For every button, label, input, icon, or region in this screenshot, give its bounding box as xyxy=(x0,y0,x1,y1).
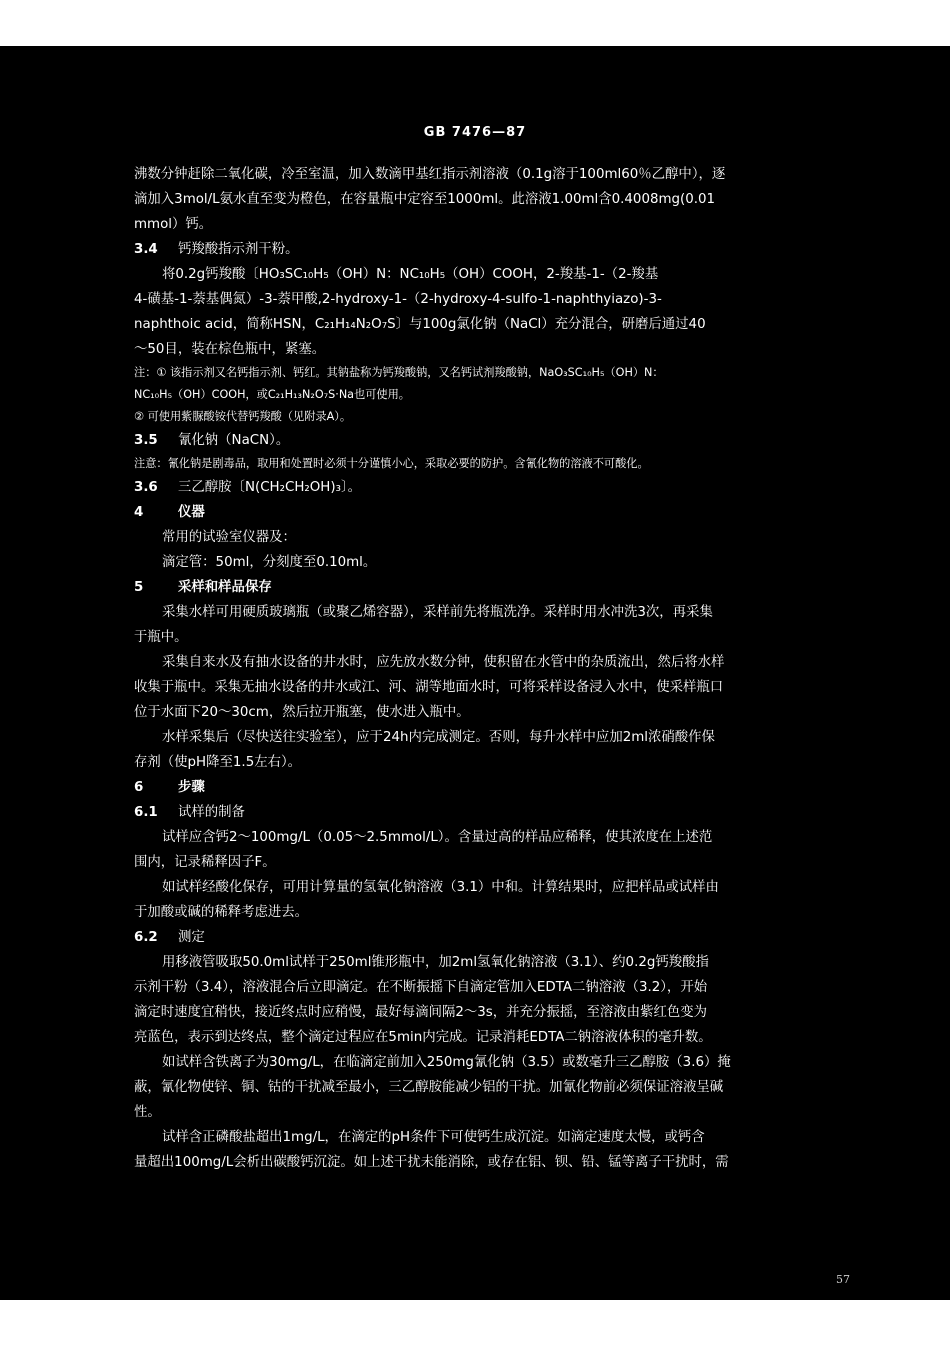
section-6-2-heading xyxy=(134,925,882,950)
section-number: 6 xyxy=(134,780,144,795)
section-title: 试样的制备 xyxy=(178,805,245,820)
section-number: 5 xyxy=(134,580,144,595)
paragraph-line: naphthoic acid，简称HSN，C₂₁H₁₄N₂O₇S〕与100g氯化钠（NaCl）充分混合，研磨后通过40 xyxy=(134,317,706,332)
section-number: 4 xyxy=(134,505,144,520)
paragraph-line: 性。 xyxy=(134,1105,161,1120)
note-line: ② 可使用紫脲酸铵代替钙羧酸（见附录A）。 xyxy=(134,410,352,423)
section-3-5-heading xyxy=(134,428,882,453)
paragraph-line: 水样采集后（尽快送往实验室），应于24h内完成测定。否则，每升水样中应加2ml浓硝酸作保 xyxy=(162,730,715,745)
paragraph-line: 如试样含铁离子为30mg/L，在临滴定前加入250mg氰化钠（3.5）或数毫升三乙醇胺（3.6）掩 xyxy=(162,1055,731,1070)
section-number: 3.6 xyxy=(134,480,158,495)
section-title: 钙羧酸指示剂干粉。 xyxy=(178,242,299,257)
paragraph-line: 位于水面下20～30cm，然后拉开瓶塞，使水进入瓶中。 xyxy=(134,705,470,720)
warning-note: 注意：氰化钠是剧毒品，取用和处置时必须十分谨慎小心，采取必要的防护。含氰化物的溶液不可酸化。 xyxy=(134,457,649,470)
section-title: 三乙醇胺〔N(CH₂CH₂OH)₃〕。 xyxy=(178,480,362,495)
paragraph-line: 滴定时速度宜稍快，接近终点时应稍慢，最好每滴间隔2～3s，并充分振摇，至溶液由紫红色变为 xyxy=(134,1005,708,1020)
section-title: 测定 xyxy=(178,930,205,945)
paragraph-line: 示剂干粉（3.4），溶液混合后立即滴定。在不断振摇下自滴定管加入EDTA二钠溶液（3.2），开始 xyxy=(134,980,708,995)
section-number: 3.4 xyxy=(134,242,158,257)
document-page xyxy=(0,46,950,1300)
section-number: 6.1 xyxy=(134,805,158,820)
paragraph-line: 滴定管：50ml，分刻度至0.10ml。 xyxy=(162,555,377,570)
paragraph-line: 滴加入3mol/L氨水直至变为橙色，在容量瓶中定容至1000ml。此溶液1.00ml含0.4008mg(0.01 xyxy=(134,192,716,207)
section-6-heading xyxy=(134,775,882,800)
section-title: 采样和样品保存 xyxy=(178,580,272,595)
paragraph-line: 于瓶中。 xyxy=(134,630,188,645)
section-title: 氰化钠（NaCN）。 xyxy=(178,433,290,448)
paragraph-line: 常用的试验室仪器及： xyxy=(162,530,296,545)
section-title: 步骤 xyxy=(178,780,205,795)
paragraph-line: 沸数分钟赶除二氧化碳，冷至室温，加入数滴甲基红指示剂溶液（0.1g溶于100ml60％乙醇中），逐 xyxy=(134,167,726,182)
section-5-heading xyxy=(134,575,882,600)
paragraph-line: mmol）钙。 xyxy=(134,217,213,232)
document-body xyxy=(134,162,882,1175)
paragraph-line: ～50目，装在棕色瓶中，紧塞。 xyxy=(134,342,326,357)
paragraph-line: 量超出100mg/L会析出碳酸钙沉淀。如上述干扰未能消除，或存在铝、钡、铅、锰等离子干扰时，需 xyxy=(134,1155,729,1170)
section-6-1-heading xyxy=(134,800,882,825)
standard-code-header: GB 7476—87 xyxy=(423,125,527,140)
note-line: 注：① 该指示剂又名钙指示剂、钙红。其钠盐称为钙羧酸钠，又名钙试剂羧酸钠，NaO₃SC₁₀H₅（OH）N： xyxy=(134,366,664,379)
paragraph-line: 收集于瓶中。采集无抽水设备的井水或江、河、湖等地面水时，可将采样设备浸入水中，使采样瓶口 xyxy=(134,680,724,695)
section-3-4-heading xyxy=(134,237,882,262)
page-number: 57 xyxy=(836,1273,850,1286)
paragraph-line: 4-磺基-1-萘基偶氮）-3-萘甲酸,2-hydroxy-1-（2-hydroxy-4-sulfo-1-naphthyiazo)-3- xyxy=(134,292,662,307)
paragraph-line: 亮蓝色，表示到达终点，整个滴定过程应在5min内完成。记录消耗EDTA二钠溶液体积的毫升数。 xyxy=(134,1030,712,1045)
section-4-heading xyxy=(134,500,882,525)
paragraph-line: 蔽，氰化物使锌、铜、钴的干扰减至最小，三乙醇胺能减少铝的干扰。加氰化物前必须保证溶液呈碱 xyxy=(134,1080,724,1095)
note-line: NC₁₀H₅（OH）COOH，或C₂₁H₁₃N₂O₇S·Na也可使用。 xyxy=(134,388,410,401)
section-number: 3.5 xyxy=(134,433,158,448)
section-3-6-heading xyxy=(134,475,882,500)
paragraph-line: 将0.2g钙羧酸〔HO₃SC₁₀H₅（OH）N：NC₁₀H₅（OH）COOH，2-羧基-1-（2-羧基 xyxy=(162,267,659,282)
paragraph-line: 采集自来水及有抽水设备的井水时，应先放水数分钟，使积留在水管中的杂质流出，然后将水样 xyxy=(162,655,725,670)
paragraph-line: 试样含正磷酸盐超出1mg/L，在滴定的pH条件下可使钙生成沉淀。如滴定速度太慢，或钙含 xyxy=(162,1130,705,1145)
paragraph-line: 如试样经酸化保存，可用计算量的氢氧化钠溶液（3.1）中和。计算结果时，应把样品或试样由 xyxy=(162,880,719,895)
paragraph-line: 于加酸或碱的稀释考虑进去。 xyxy=(134,905,309,920)
section-number: 6.2 xyxy=(134,930,158,945)
paragraph-line: 围内，记录稀释因子F。 xyxy=(134,855,276,870)
paragraph-line: 采集水样可用硬质玻璃瓶（或聚乙烯容器），采样前先将瓶洗净。采样时用水冲洗3次，再采集 xyxy=(162,605,713,620)
paragraph-line: 存剂（使pH降至1.5左右）。 xyxy=(134,755,302,770)
section-title: 仪器 xyxy=(178,505,205,520)
paragraph-line: 试样应含钙2～100mg/L（0.05～2.5mmol/L）。含量过高的样品应稀释，使其浓度在上述范 xyxy=(162,830,713,845)
paragraph-line: 用移液管吸取50.0ml试样于250ml锥形瓶中，加2ml氢氧化钠溶液（3.1）、约0.2g钙羧酸指 xyxy=(162,955,709,970)
